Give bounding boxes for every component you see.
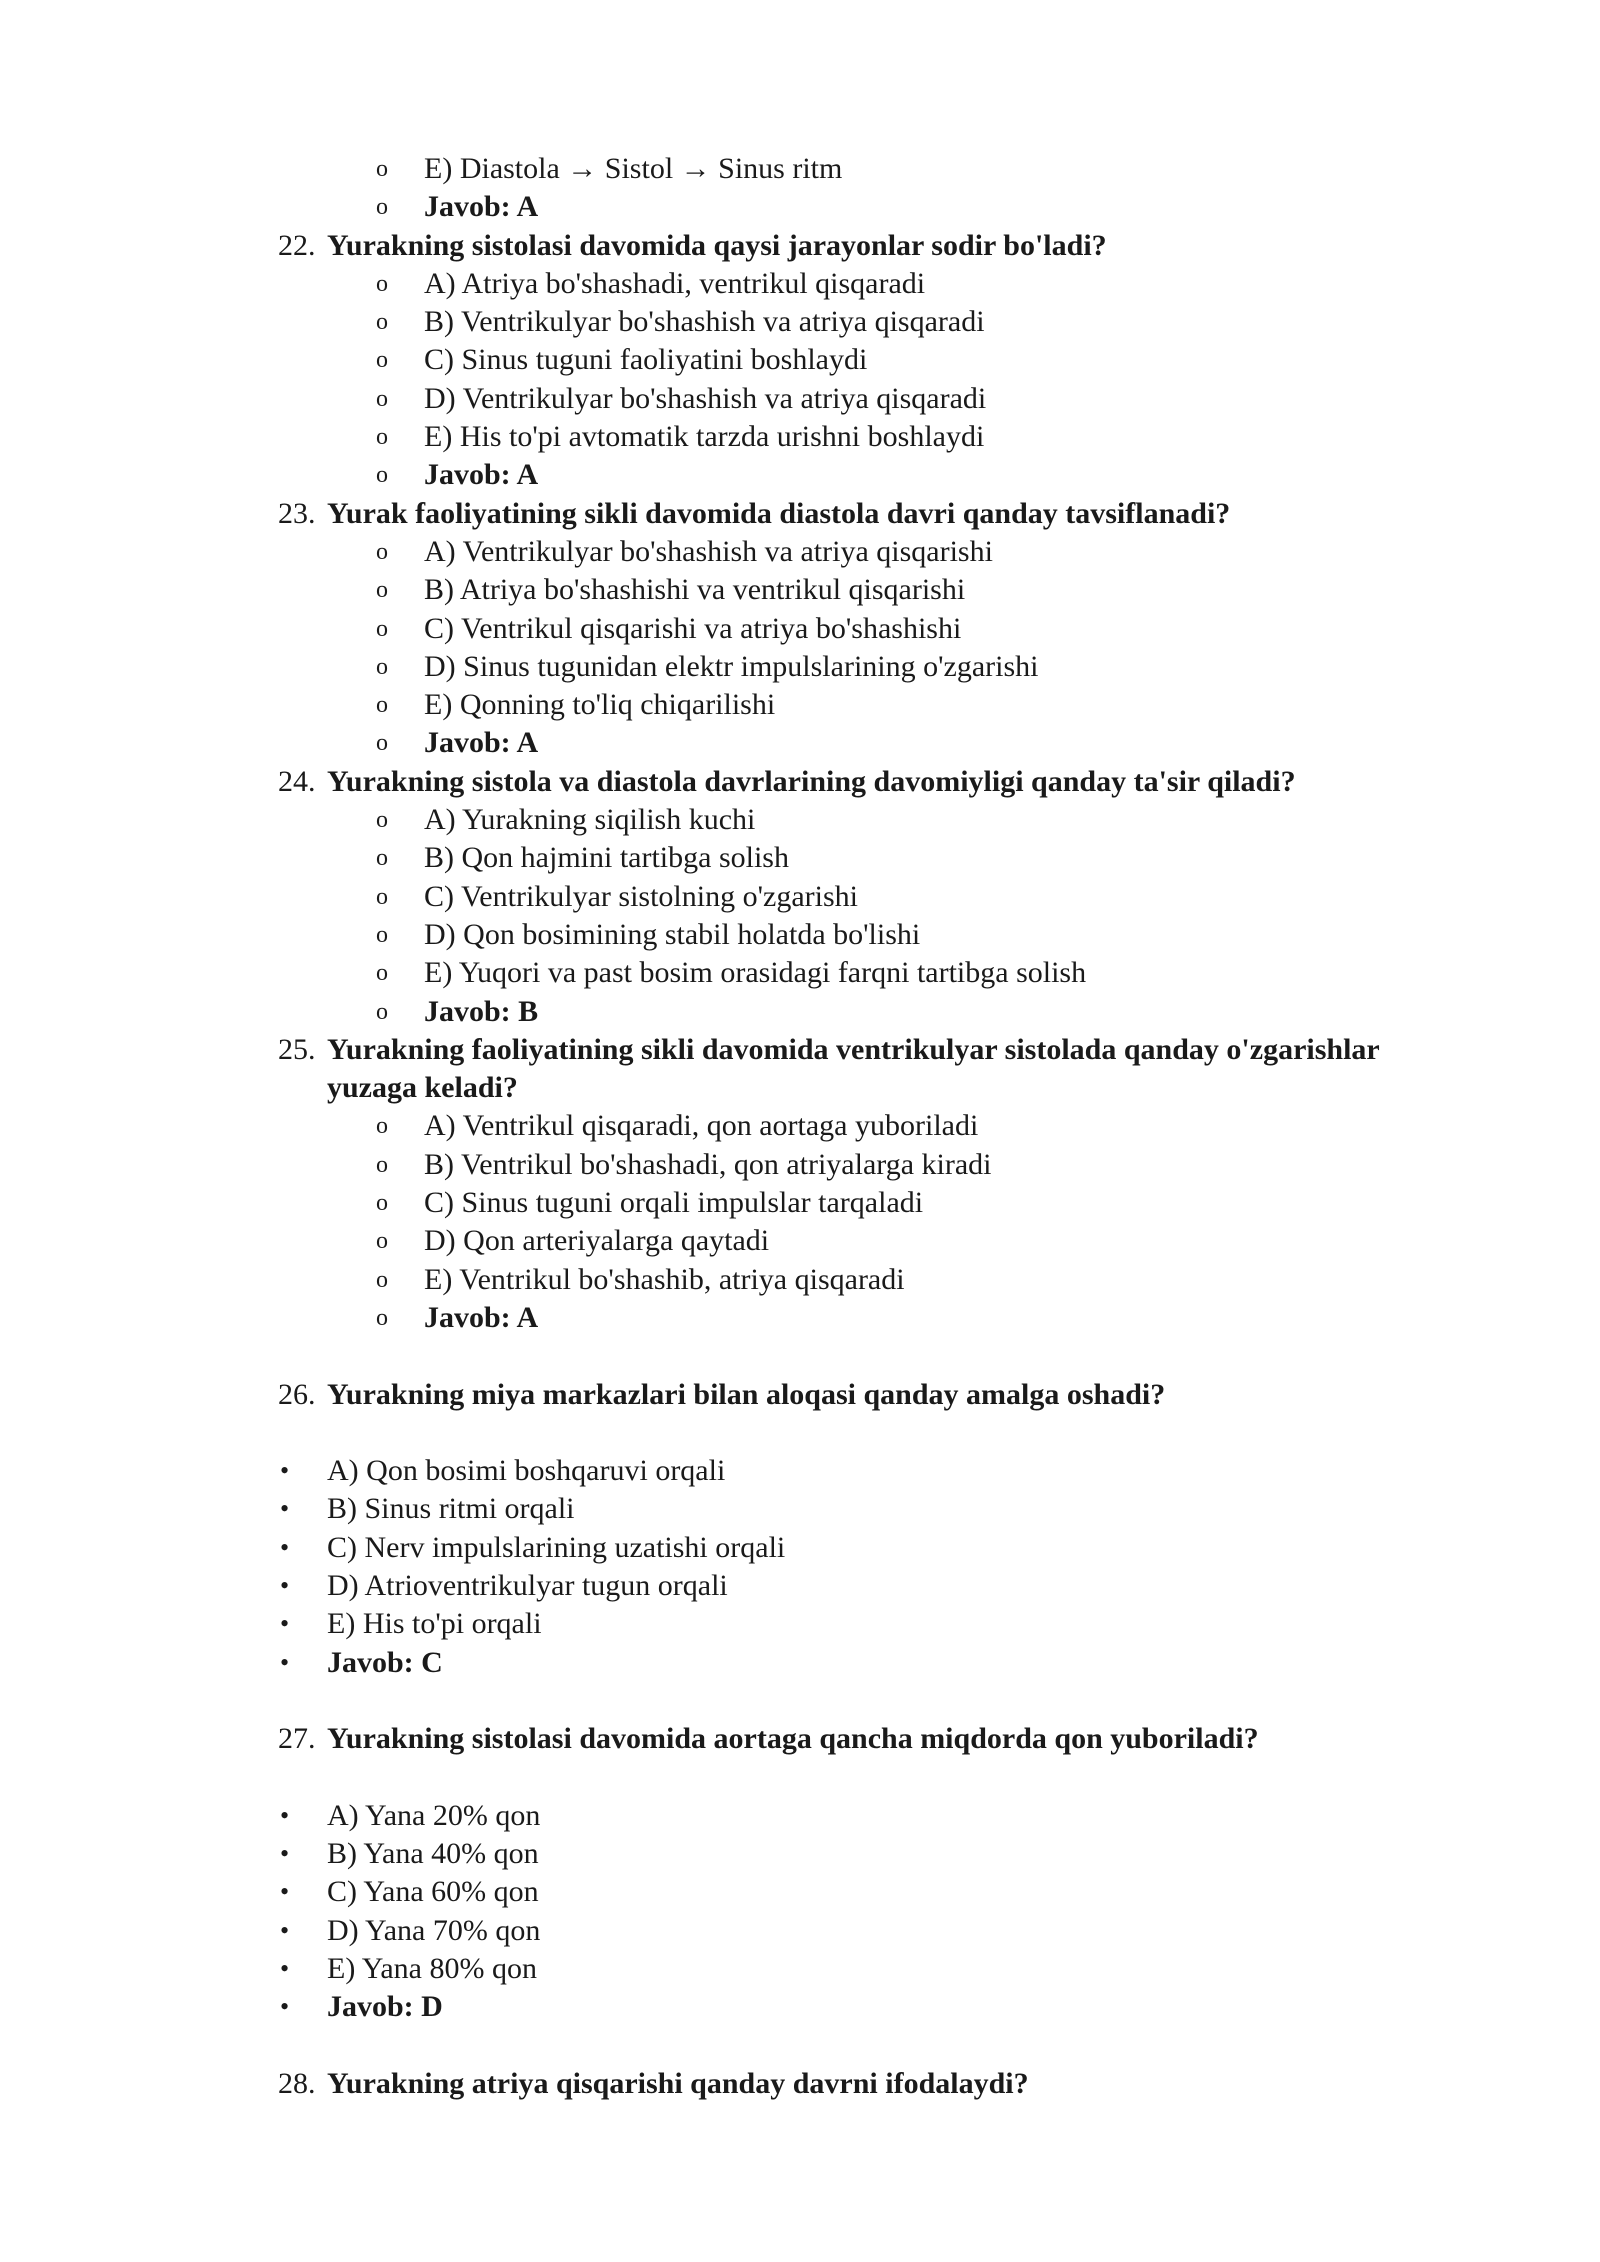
question-number: 25.	[278, 1032, 316, 1066]
option-text: B) Qon hajmini tartibga solish	[424, 841, 789, 875]
option-line	[0, 571, 1600, 609]
question-line	[0, 1720, 1600, 1758]
question-text: Yurakning sistolasi davomida qaysi jarayonlar sodir bo'ladi?	[327, 228, 1107, 262]
option-line	[0, 1184, 1600, 1222]
option-text: A) Yurakning siqilish kuchi	[424, 803, 756, 837]
option-line	[0, 188, 1600, 226]
option-text: B) Ventrikul bo'shashadi, qon atriyalarga kiradi	[424, 1147, 992, 1181]
question-number: 27.	[278, 1722, 316, 1756]
question-number: 24.	[278, 764, 316, 798]
option-line	[0, 1261, 1600, 1299]
question-text: Yurak faoliyatining sikli davomida diastola davri qanday tavsiflanadi?	[327, 496, 1231, 530]
option-text: B) Sinus ritmi orqali	[327, 1492, 575, 1526]
circle-marker: o	[376, 577, 388, 604]
circle-marker: o	[376, 1304, 388, 1331]
spacer	[0, 1758, 1600, 1796]
option-text: B) Atriya bo'shashishi va ventrikul qisqarishi	[424, 573, 966, 607]
question-text: Yurakning miya markazlari bilan aloqasi qanday amalga oshadi?	[327, 1377, 1166, 1411]
question-number: 22.	[278, 228, 316, 262]
option-text: C) Ventrikulyar sistolning o'zgarishi	[424, 879, 858, 913]
option-text: D) Atrioventrikulyar tugun orqali	[327, 1568, 728, 1602]
option-line	[0, 648, 1600, 686]
bullet-line	[0, 1644, 1600, 1682]
option-text: A) Ventrikul qisqaradi, qon aortaga yuboriladi	[424, 1109, 979, 1143]
bullet-marker: •	[280, 1609, 290, 1639]
circle-marker: o	[376, 807, 388, 834]
bullet-marker: •	[280, 1647, 290, 1677]
bullet-marker: •	[280, 1800, 290, 1830]
circle-marker: o	[376, 1228, 388, 1255]
bullet-marker: •	[280, 1877, 290, 1907]
bullet-line	[0, 1529, 1600, 1567]
question-line	[0, 1031, 1600, 1069]
spacer	[0, 2027, 1600, 2065]
option-line	[0, 456, 1600, 494]
option-text: D) Ventrikulyar bo'shashish va atriya qisqaradi	[424, 381, 987, 415]
question-text: yuzaga keladi?	[327, 1071, 518, 1105]
question-number: 23.	[278, 496, 316, 530]
circle-marker: o	[376, 538, 388, 565]
option-line	[0, 1299, 1600, 1337]
bullet-line	[0, 1490, 1600, 1528]
circle-marker: o	[376, 309, 388, 336]
circle-marker: o	[376, 692, 388, 719]
circle-marker: o	[376, 653, 388, 680]
answer-text: Javob: A	[424, 1300, 539, 1334]
option-line	[0, 610, 1600, 648]
option-text: C) Sinus tuguni faoliyatini boshlaydi	[424, 343, 868, 377]
option-line	[0, 418, 1600, 456]
bullet-marker: •	[280, 1915, 290, 1945]
circle-marker: o	[376, 424, 388, 451]
option-text: E) His to'pi orqali	[327, 1607, 542, 1641]
bullet-line	[0, 1605, 1600, 1643]
option-line	[0, 303, 1600, 341]
document-page	[0, 150, 1600, 2103]
option-text: C) Nerv impulslarining uzatishi orqali	[327, 1530, 786, 1564]
option-line	[0, 724, 1600, 762]
question-line	[0, 227, 1600, 265]
option-text: D) Qon arteriyalarga qaytadi	[424, 1224, 770, 1258]
question-line	[0, 1069, 1600, 1107]
option-text: D) Yana 70% qon	[327, 1913, 541, 1947]
answer-text: Javob: C	[327, 1645, 443, 1679]
circle-marker: o	[376, 1266, 388, 1293]
spacer	[0, 1337, 1600, 1375]
option-text: A) Atriya bo'shashadi, ventrikul qisqaradi	[424, 266, 926, 300]
circle-marker: o	[376, 385, 388, 412]
option-text: B) Ventrikulyar bo'shashish va atriya qisqaradi	[424, 305, 985, 339]
option-line	[0, 839, 1600, 877]
bullet-marker: •	[280, 1532, 290, 1562]
option-line	[0, 878, 1600, 916]
bullet-line	[0, 1567, 1600, 1605]
answer-text: Javob: A	[424, 190, 539, 224]
option-text: E) Diastola → Sistol → Sinus ritm	[424, 152, 843, 185]
answer-text: Javob: B	[424, 994, 539, 1028]
question-text: Yurakning faoliyatining sikli davomida ventrikulyar sistolada qanday o'zgarishlar	[327, 1032, 1380, 1066]
spacer	[0, 1682, 1600, 1720]
option-line	[0, 265, 1600, 303]
bullet-line	[0, 1452, 1600, 1490]
option-text: E) Ventrikul bo'shashib, atriya qisqaradi	[424, 1262, 905, 1296]
circle-marker: o	[376, 883, 388, 910]
option-text: A) Qon bosimi boshqaruvi orqali	[327, 1454, 726, 1488]
option-line	[0, 954, 1600, 992]
option-line	[0, 150, 1600, 188]
answer-text: Javob: A	[424, 726, 539, 760]
option-line	[0, 916, 1600, 954]
bullet-line	[0, 1950, 1600, 1988]
circle-marker: o	[376, 998, 388, 1025]
option-text: E) Yana 80% qon	[327, 1951, 537, 1985]
option-text: D) Sinus tugunidan elektr impulslarining o'zgarishi	[424, 649, 1039, 683]
spacer	[0, 1414, 1600, 1452]
circle-marker: o	[376, 1190, 388, 1217]
circle-marker: o	[376, 845, 388, 872]
option-line	[0, 993, 1600, 1031]
circle-marker: o	[376, 960, 388, 987]
option-text: A) Ventrikulyar bo'shashish va atriya qisqarishi	[424, 534, 993, 568]
option-text: C) Yana 60% qon	[327, 1875, 539, 1909]
bullet-marker: •	[280, 1570, 290, 1600]
option-text: E) Qonning to'liq chiqarilishi	[424, 688, 776, 722]
option-text: E) Yuqori va past bosim orasidagi farqni tartibga solish	[424, 956, 1087, 990]
option-text: B) Yana 40% qon	[327, 1837, 539, 1871]
circle-marker: o	[376, 1113, 388, 1140]
answer-text: Javob: D	[327, 1990, 443, 2024]
bullet-marker: •	[280, 1992, 290, 2022]
option-line	[0, 801, 1600, 839]
circle-marker: o	[376, 1151, 388, 1178]
bullet-marker: •	[280, 1839, 290, 1869]
question-text: Yurakning sistolasi davomida aortaga qancha miqdorda qon yuboriladi?	[327, 1722, 1259, 1756]
bullet-marker: •	[280, 1456, 290, 1486]
question-text: Yurakning sistola va diastola davrlarining davomiyligi qanday ta'sir qiladi?	[327, 764, 1296, 798]
circle-marker: o	[376, 615, 388, 642]
option-line	[0, 1222, 1600, 1260]
question-line	[0, 763, 1600, 801]
bullet-line	[0, 1873, 1600, 1911]
bullet-line	[0, 1797, 1600, 1835]
option-line	[0, 380, 1600, 418]
question-line	[0, 495, 1600, 533]
circle-marker: o	[376, 730, 388, 757]
option-text: C) Sinus tuguni orqali impulslar tarqaladi	[424, 1186, 924, 1220]
option-line	[0, 341, 1600, 379]
option-text: C) Ventrikul qisqarishi va atriya bo'shashishi	[424, 611, 962, 645]
bullet-marker: •	[280, 1953, 290, 1983]
question-number: 28.	[278, 2066, 316, 2100]
circle-marker: o	[376, 270, 388, 297]
circle-marker: o	[376, 156, 388, 182]
option-line	[0, 533, 1600, 571]
option-line	[0, 1146, 1600, 1184]
question-line	[0, 2065, 1600, 2103]
circle-marker: o	[376, 194, 388, 221]
bullet-line	[0, 1988, 1600, 2026]
circle-marker: o	[376, 921, 388, 948]
option-text: E) His to'pi avtomatik tarzda urishni boshlaydi	[424, 420, 985, 454]
bullet-line	[0, 1835, 1600, 1873]
option-text: D) Qon bosimining stabil holatda bo'lishi	[424, 917, 921, 951]
question-text: Yurakning atriya qisqarishi qanday davrni ifodalaydi?	[327, 2066, 1029, 2100]
option-line	[0, 686, 1600, 724]
bullet-marker: •	[280, 1494, 290, 1524]
question-number: 26.	[278, 1377, 316, 1411]
option-line	[0, 1107, 1600, 1145]
circle-marker: o	[376, 462, 388, 489]
bullet-line	[0, 1912, 1600, 1950]
answer-text: Javob: A	[424, 458, 539, 492]
option-text: A) Yana 20% qon	[327, 1798, 541, 1832]
circle-marker: o	[376, 347, 388, 374]
question-line	[0, 1376, 1600, 1414]
